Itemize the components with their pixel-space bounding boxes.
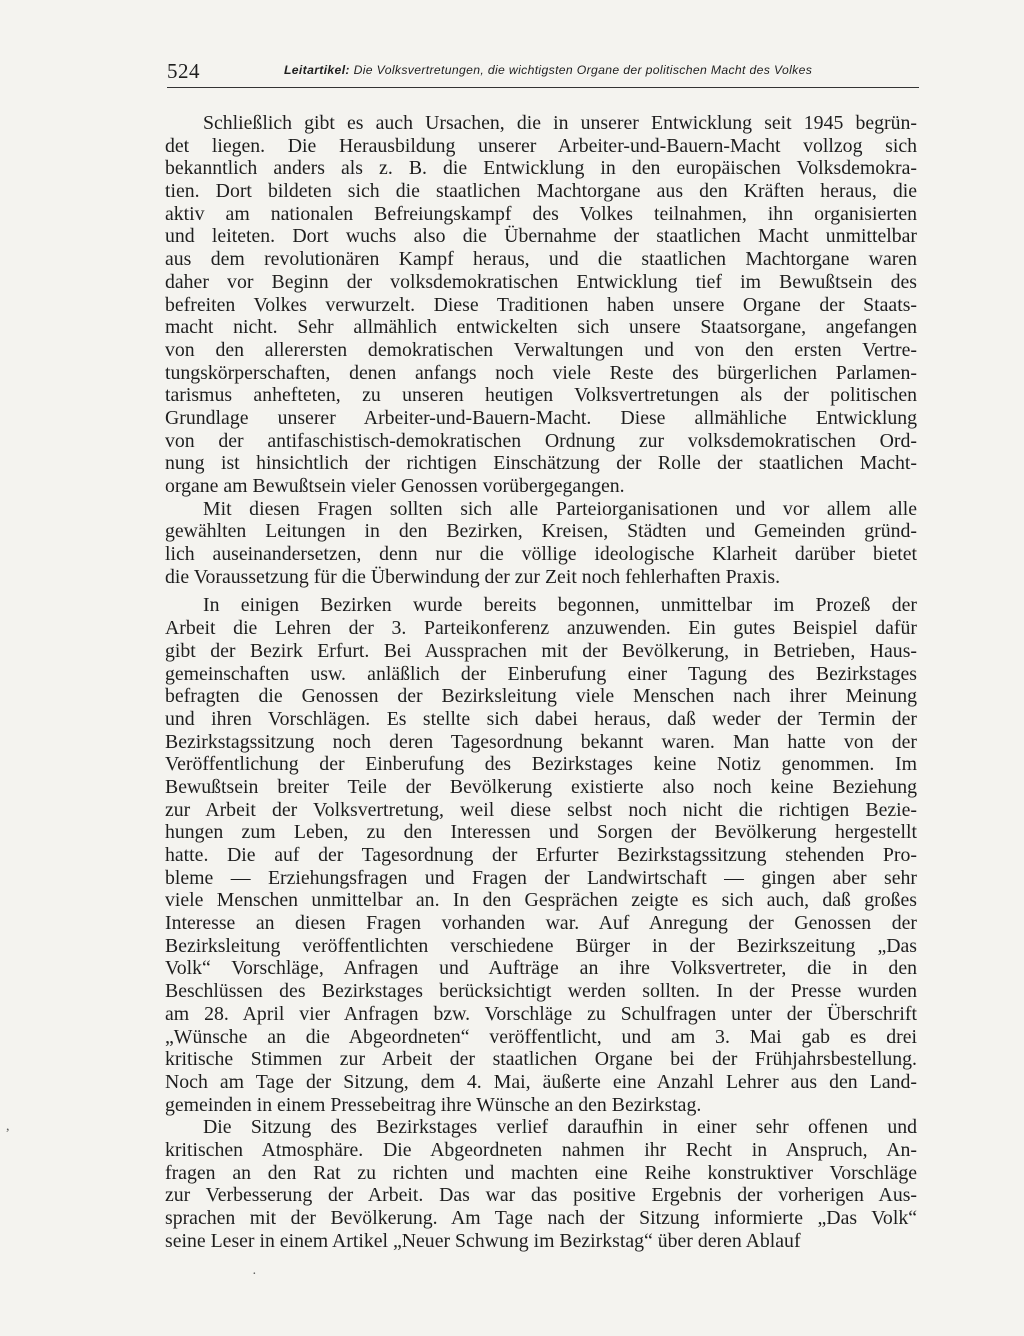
- paragraph: [165, 594, 917, 1116]
- text-line: In einigen Bezirken wurde bereits begonnen, unmittelbar im Prozeß der: [203, 594, 917, 617]
- page-number: 524: [167, 59, 200, 83]
- text-line: „Wünsche an die Abgeordneten“ veröffentlicht, und am 3. Mai gab es drei: [165, 1025, 917, 1048]
- text-line: Volk“ Vorschläge, Anfragen und Aufträge an ihre Volksvertreter, die in den: [165, 957, 917, 980]
- page-header: [167, 58, 919, 88]
- text-line: von den allerersten demokratischen Verwaltungen und von den ersten Vertre-: [165, 338, 917, 361]
- text-line: gemeinschaften usw. anläßlich der Einberufung einer Tagung des Bezirkstages: [165, 662, 917, 685]
- text-line: tien. Dort bildeten sich die staatlichen Machtorgane aus den Kräften heraus, die: [165, 180, 917, 203]
- text-line: macht nicht. Sehr allmählich entwickelten sich unsere Staatsorgane, angefangen: [165, 316, 917, 339]
- text-line: zur Verbesserung der Arbeit. Das war das positive Ergebnis der vorherigen Aus-: [165, 1184, 917, 1207]
- text-line: Mit diesen Fragen sollten sich alle Parteiorganisationen und vor allem alle: [203, 497, 917, 520]
- text-line: bekanntlich anders als z. B. die Entwicklung in den europäischen Volksdemokra-: [165, 157, 917, 180]
- text-line: die Voraussetzung für die Überwindung der zur Zeit noch fehlerhaften Praxis.: [165, 565, 781, 588]
- text-line: aktiv am nationalen Befreiungskampf des Volkes teilnahmen, ihn organisierten: [165, 202, 917, 225]
- text-line: seine Leser in einem Artikel „Neuer Schwung im Bezirkstag“ über deren Ablauf: [165, 1229, 801, 1252]
- text-line: sprachen mit der Bevölkerung. Am Tage nach der Sitzung informierte „Das Volk“: [165, 1207, 917, 1229]
- text-line: fragen an den Rat zu richten und machten eine Reihe konstruktiver Vorschläge: [165, 1161, 917, 1184]
- text-line: gibt der Bezirk Erfurt. Bei Aussprachen mit der Bevölkerung, in Betrieben, Haus-: [165, 639, 917, 662]
- text-line: organe am Bewußtsein vieler Genossen vorübergegangen.: [165, 475, 625, 497]
- text-line: Schließlich gibt es auch Ursachen, die in unserer Entwicklung seit 1945 begrün-: [203, 112, 917, 134]
- text-line: kritische Stimmen zur Arbeit der staatlichen Organe bei der Frühjahrsbestellung.: [165, 1048, 917, 1071]
- text-line: am 28. April vier Anfragen bzw. Vorschläge zu Schulfragen unter der Überschrift: [165, 1002, 917, 1025]
- text-line: hatte. Die auf der Tagesordnung der Erfurter Bezirkstagssitzung stehenden Pro-: [165, 844, 917, 866]
- paragraph: [165, 1116, 917, 1252]
- text-line: Bezirkstagssitzung noch deren Tagesordnung bekannt waren. Man hatte von der: [165, 730, 917, 753]
- text-line: von der antifaschistisch-demokratischen Ordnung zur volksdemokratischen Ord-: [165, 429, 917, 452]
- text-line: tarismus anhefteten, zu unseren heutigen Volksvertretungen als der politischen: [165, 384, 917, 407]
- margin-dot: ·: [252, 1267, 257, 1282]
- text-line: Die Sitzung des Bezirkstages verlief daraufhin in einer sehr offenen und: [203, 1116, 917, 1139]
- text-line: Grundlage unserer Arbeiter-und-Bauern-Macht. Diese allmähliche Entwicklung: [165, 406, 917, 429]
- text-line: bleme — Erziehungsfragen und Fragen der Landwirtschaft — gingen aber sehr: [165, 866, 917, 889]
- text-line: und ihren Vorschlägen. Es stellte sich dabei heraus, daß weder der Termin der: [165, 707, 917, 730]
- paragraph: [165, 112, 917, 498]
- text-line: daher vor Beginn der volksdemokratischen Entwicklung tief im Bewußtsein des: [165, 270, 917, 293]
- text-line: viele Menschen unmittelbar an. In den Gesprächen zeigte es sich auch, daß großes: [165, 889, 917, 912]
- text-line: gewählten Leitungen in den Bezirken, Kreisen, Städten und Gemeinden gründ-: [165, 520, 917, 543]
- running-head: [284, 61, 921, 79]
- text-line: gemeinden in einem Pressebeitrag ihre Wünsche an den Bezirkstag.: [165, 1093, 702, 1116]
- text-line: zur Arbeit der Volksvertretung, weil diese selbst noch nicht die richtigen Bezie-: [165, 798, 917, 821]
- text-line: befragten die Genossen der Bezirksleitung viele Menschen nach ihrer Meinung: [165, 685, 917, 708]
- running-head-title: Die Volksvertretungen, die wichtigsten Organe der politischen Macht des Volkes: [353, 63, 813, 77]
- text-line: und leiteten. Dort wuchs also die Übernahme der staatlichen Macht unmittelbar: [165, 225, 917, 248]
- running-head-label: Leitartikel:: [284, 63, 350, 77]
- text-line: kritischen Atmosphäre. Die Abgeordneten nahmen ihr Recht in Anspruch, An-: [165, 1138, 917, 1161]
- text-line: hungen zum Leben, zu den Interessen und Sorgen der Bevölkerung hergestellt: [165, 821, 917, 844]
- paragraph: [165, 498, 917, 589]
- text-line: Bezirksleitung veröffentlichten verschiedene Bürger in der Bezirkszeitung „Das: [165, 934, 917, 957]
- text-line: Interesse an diesen Fragen vorhanden war. Auf Anregung der Genossen der: [165, 912, 917, 935]
- text-line: tungskörperschaften, denen anfangs noch viele Reste des bürgerlichen Parlamen-: [165, 361, 917, 384]
- margin-tick: ,: [6, 1119, 10, 1134]
- text-line: Veröffentlichung der Einberufung des Bezirkstages keine Notiz genommen. Im: [165, 753, 917, 776]
- text-line: aus dem revolutionären Kampf heraus, und die staatlichen Machtorgane waren: [165, 248, 917, 271]
- text-line: Noch am Tage der Sitzung, dem 4. Mai, äußerte eine Anzahl Lehrer aus den Land-: [165, 1070, 917, 1093]
- text-line: nung ist hinsichtlich der richtigen Einschätzung der Rolle der staatlichen Macht-: [165, 452, 917, 475]
- text-line: Bewußtsein breiter Teile der Bevölkerung existierte also noch keine Beziehung: [165, 775, 917, 798]
- text-line: det liegen. Die Herausbildung unserer Arbeiter-und-Bauern-Macht vollzog sich: [165, 134, 917, 157]
- text-line: Arbeit die Lehren der 3. Parteikonferenz anzuwenden. Ein gutes Beispiel dafür: [165, 617, 917, 640]
- article-body: [165, 112, 917, 1252]
- text-line: lich auseinandersetzen, denn nur die völlige ideologische Klarheit darüber bietet: [165, 543, 917, 566]
- text-line: Beschlüssen des Bezirkstages berücksichtigt werden sollten. In der Presse wurden: [165, 980, 917, 1003]
- text-line: befreiten Volkes verwurzelt. Diese Traditionen haben unsere Organe der Staats-: [165, 293, 917, 316]
- header-rule: [167, 87, 919, 88]
